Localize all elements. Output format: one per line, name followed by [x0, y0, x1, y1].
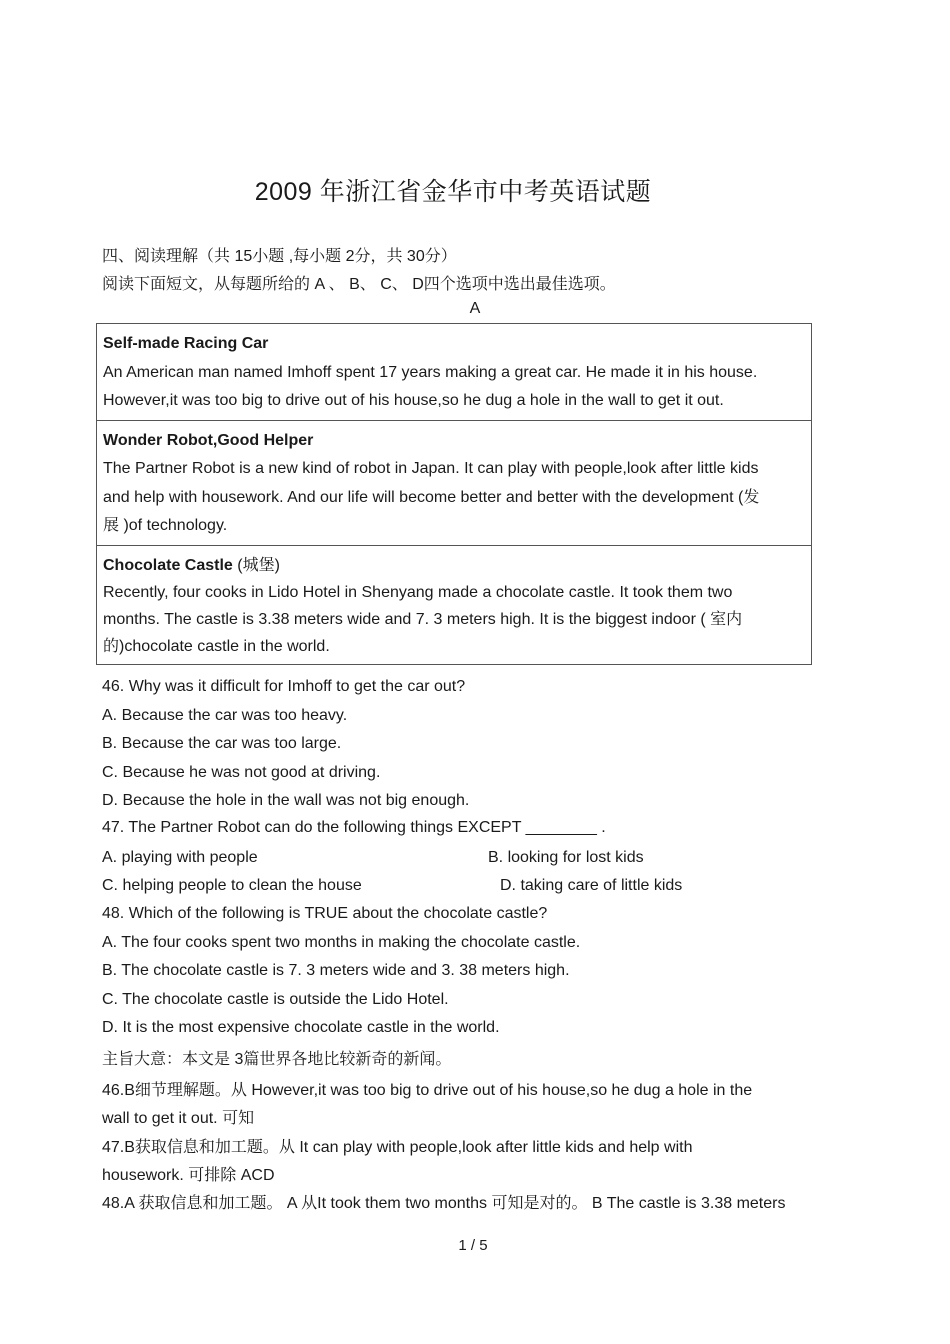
- box-heading: [103, 552, 805, 579]
- q47-option-d: D. taking care of little kids: [500, 877, 683, 894]
- analysis-46-line2: wall to get it out. 可知: [102, 1110, 255, 1127]
- section-header: 四、阅读理解（共 15小题 ,每小题 2分，共 30分）: [102, 248, 457, 265]
- question-47: 47. The Partner Robot can do the following things EXCEPT ________ .: [102, 819, 606, 836]
- passage-boxes: [96, 323, 812, 665]
- q48-option-b: B. The chocolate castle is 7. 3 meters wide and 3. 38 meters high.: [102, 962, 570, 979]
- news-box-racing-car: [97, 324, 811, 420]
- box-body: An American man named Imhoff spent 17 years making a great car. He made it in his house. However,it was too big to drive out of his house,so he dug a hole in the wall to get it out.: [103, 363, 758, 409]
- box-heading: [103, 427, 805, 456]
- q48-option-d: D. It is the most expensive chocolate castle in the world.: [102, 1019, 500, 1036]
- q47-option-a: A. playing with people: [102, 849, 258, 866]
- q46-option-c: C. Because he was not good at driving.: [102, 764, 381, 781]
- analysis-main-idea: 主旨大意：本文是 3篇世界各地比较新奇的新闻。: [102, 1051, 452, 1068]
- q48-option-a: A. The four cooks spent two months in making the chocolate castle.: [102, 934, 581, 951]
- question-46: 46. Why was it difficult for Imhoff to get the car out?: [102, 678, 466, 695]
- box-heading: [103, 330, 805, 359]
- box-heading-cn: (城堡): [232, 556, 280, 574]
- news-box-robot: [97, 420, 811, 545]
- page-title: 2009 年浙江省金华市中考英语试题: [254, 178, 652, 206]
- box-heading-text: Self-made Racing Car: [103, 335, 269, 352]
- box-body: Recently, four cooks in Lido Hotel in Shenyang made a chocolate castle. It took them two months. The castle is 3.38 meters wide and 7. 3 meters high. It is the biggest indoor ( 室内的)chocolate castle in the world.: [103, 583, 743, 655]
- instructions: 阅读下面短文，从每题所给的 A 、 B、 C、 D四个选项中选出最佳选项。: [102, 276, 616, 293]
- q47-option-b: B. looking for lost kids: [488, 849, 644, 866]
- news-box-chocolate-castle: [97, 545, 811, 664]
- analysis-46-line1: 46.B细节理解题。从 However,it was too big to drive out of his house,so he dug a hole in the: [102, 1082, 753, 1099]
- analysis-47-line2: housework. 可排除 ACD: [102, 1167, 275, 1184]
- question-48: 48. Which of the following is TRUE about the chocolate castle?: [102, 905, 548, 922]
- q46-option-b: B. Because the car was too large.: [102, 735, 342, 752]
- passage-label: A: [469, 300, 481, 317]
- q47-option-c: C. helping people to clean the house: [102, 877, 362, 894]
- analysis-47-line1: 47.B获取信息和加工题。从 It can play with people,look after little kids and help with: [102, 1139, 693, 1156]
- box-heading-text: Wonder Robot,Good Helper: [103, 431, 314, 449]
- q48-option-c: C. The chocolate castle is outside the Lido Hotel.: [102, 991, 449, 1008]
- analysis-48-line1: 48.A 获取信息和加工题。 A 从It took them two months 可知是对的。 B The castle is 3.38 meters: [102, 1195, 786, 1212]
- page-number: 1 / 5: [458, 1237, 488, 1254]
- box-heading-text: Chocolate Castle: [103, 556, 233, 574]
- q46-option-d: D. Because the hole in the wall was not big enough.: [102, 792, 470, 809]
- q46-option-a: A. Because the car was too heavy.: [102, 707, 348, 724]
- box-body: The Partner Robot is a new kind of robot in Japan. It can play with people,look after little kids and help with housework. And our life will become better and better with the development (发展 )of technology.: [103, 460, 760, 534]
